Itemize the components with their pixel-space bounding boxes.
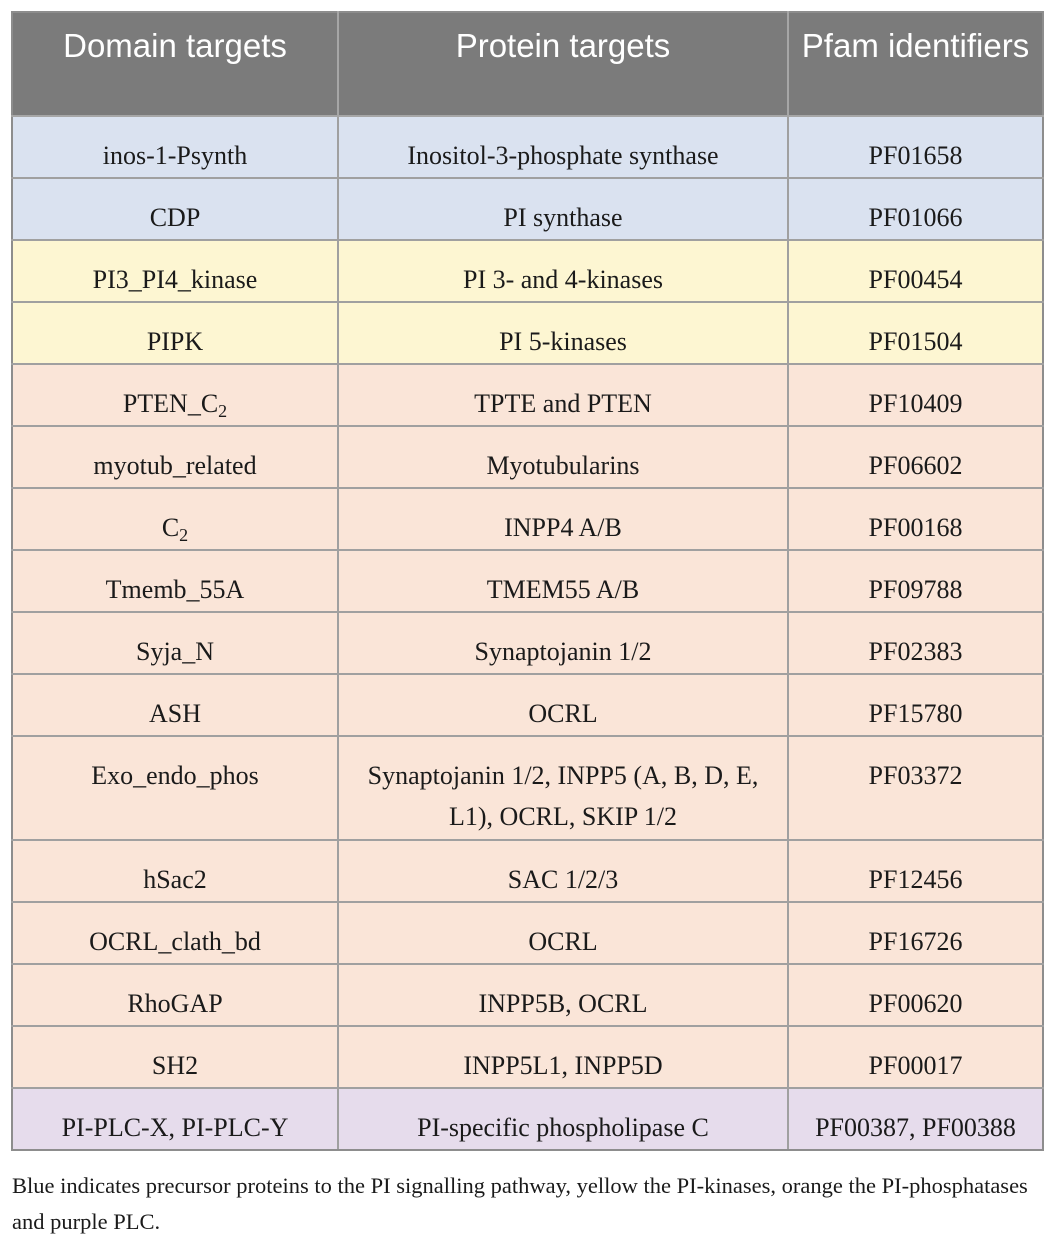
header-domain-targets: Domain targets [12, 12, 338, 116]
domain-target-cell [12, 902, 338, 964]
pfam-identifier-cell: PF01066 [788, 178, 1043, 240]
domain-target-text: PI3_PI4_kinase [92, 265, 258, 294]
header-pfam-identifiers: Pfam identifiers [788, 12, 1043, 116]
pfam-identifier-cell: PF00620 [788, 964, 1043, 1026]
pfam-identifier-cell: PF06602 [788, 426, 1043, 488]
domain-target-cell [12, 964, 338, 1026]
protein-target-cell: TPTE and PTEN [338, 364, 788, 426]
table-header-row [12, 12, 1043, 116]
domain-target-text: Tmemb_55A [105, 575, 245, 604]
protein-target-cell: INPP5L1, INPP5D [338, 1026, 788, 1088]
protein-target-cell: TMEM55 A/B [338, 550, 788, 612]
domain-target-cell [12, 240, 338, 302]
domain-target-cell [12, 488, 338, 550]
domain-target-text: myotub_related [93, 451, 257, 480]
pfam-identifier-cell: PF01658 [788, 116, 1043, 178]
pfam-identifier-cell: PF00454 [788, 240, 1043, 302]
protein-target-cell: PI 5-kinases [338, 302, 788, 364]
protein-target-cell: Synaptojanin 1/2, INPP5 (A, B, D, E, L1), OCRL, SKIP 1/2 [338, 736, 788, 840]
table-row [12, 674, 1043, 736]
domain-target-text: CDP [149, 203, 201, 232]
table-row [12, 902, 1043, 964]
protein-target-cell: OCRL [338, 902, 788, 964]
domain-target-text: OCRL_clath_bd [89, 927, 261, 956]
pfam-identifier-cell: PF01504 [788, 302, 1043, 364]
table-row [12, 240, 1043, 302]
protein-target-cell: SAC 1/2/3 [338, 840, 788, 902]
protein-target-cell: Myotubularins [338, 426, 788, 488]
domain-target-cell [12, 426, 338, 488]
table-row [12, 736, 1043, 840]
table-row [12, 116, 1043, 178]
header-protein-targets: Protein targets [338, 12, 788, 116]
table-row [12, 612, 1043, 674]
table-row [12, 426, 1043, 488]
domain-target-text: PI-PLC-X, PI-PLC-Y [61, 1113, 289, 1142]
pfam-identifier-cell: PF10409 [788, 364, 1043, 426]
table-row [12, 488, 1043, 550]
domain-target-cell [12, 612, 338, 674]
domain-target-cell [12, 736, 338, 840]
table-row [12, 178, 1043, 240]
table-row [12, 1088, 1043, 1150]
domain-target-cell [12, 116, 338, 178]
protein-target-cell: PI-specific phospholipase C [338, 1088, 788, 1150]
domain-target-cell [12, 364, 338, 426]
table-row [12, 364, 1043, 426]
table-row [12, 1026, 1043, 1088]
domain-target-text: Syja_N [136, 637, 214, 666]
domain-target-text: RhoGAP [127, 989, 223, 1018]
domain-target-text: ASH [148, 699, 201, 728]
domain-target-text: C [161, 513, 180, 542]
protein-target-cell: PI synthase [338, 178, 788, 240]
pfam-identifier-cell: PF02383 [788, 612, 1043, 674]
domain-target-text: PTEN_C [122, 389, 219, 418]
domain-target-text: inos-1-Psynth [102, 141, 248, 170]
protein-target-cell: OCRL [338, 674, 788, 736]
pfam-identifier-cell: PF16726 [788, 902, 1043, 964]
domain-target-cell [12, 302, 338, 364]
domain-target-text: SH2 [151, 1051, 199, 1080]
domain-target-text: PIPK [146, 327, 204, 356]
domain-target-cell [12, 840, 338, 902]
protein-target-cell: Synaptojanin 1/2 [338, 612, 788, 674]
domain-target-cell [12, 178, 338, 240]
domain-target-cell [12, 674, 338, 736]
domain-target-cell [12, 1088, 338, 1150]
domain-target-cell [12, 1026, 338, 1088]
pfam-domain-table [11, 11, 1044, 1151]
table-row [12, 550, 1043, 612]
domain-subscript: 2 [179, 525, 189, 545]
domain-target-text: Exo_endo_phos [91, 761, 259, 790]
pfam-identifier-cell: PF12456 [788, 840, 1043, 902]
domain-subscript: 2 [218, 401, 228, 421]
pfam-identifier-cell: PF15780 [788, 674, 1043, 736]
domain-target-text: hSac2 [143, 865, 207, 894]
pfam-identifier-cell: PF00168 [788, 488, 1043, 550]
table-row [12, 302, 1043, 364]
table-row [12, 840, 1043, 902]
protein-target-cell: Inositol-3-phosphate synthase [338, 116, 788, 178]
pfam-identifier-cell: PF00387, PF00388 [788, 1088, 1043, 1150]
protein-target-cell: INPP5B, OCRL [338, 964, 788, 1026]
pfam-identifier-cell: PF00017 [788, 1026, 1043, 1088]
table-footnote: Blue indicates precursor proteins to the PI signalling pathway, yellow the PI-kinases, orange the PI-phosphatases and purple PLC. [12, 1173, 1028, 1234]
protein-target-cell: PI 3- and 4-kinases [338, 240, 788, 302]
table-row [12, 964, 1043, 1026]
protein-target-cell: INPP4 A/B [338, 488, 788, 550]
domain-target-cell [12, 550, 338, 612]
pfam-identifier-cell: PF09788 [788, 550, 1043, 612]
pfam-identifier-cell: PF03372 [788, 736, 1043, 840]
